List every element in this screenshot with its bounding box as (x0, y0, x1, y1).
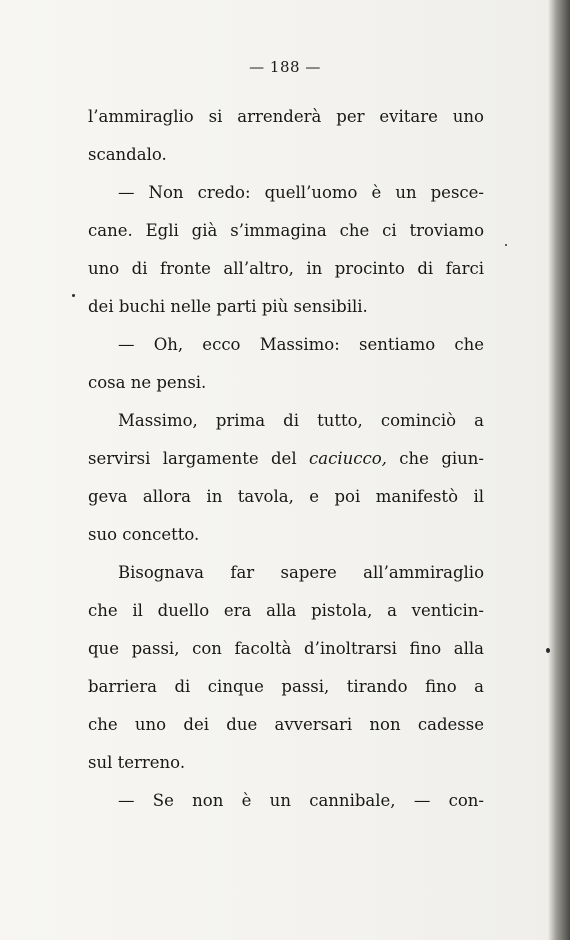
text-line: Massimo, prima di tutto, cominciò a (118, 411, 484, 430)
text-line: — Non credo: quell’uomo è un pesce- (118, 183, 484, 202)
text-line: dei buchi nelle parti più sensibili. (88, 297, 368, 316)
text-line: — Oh, ecco Massimo: sentiamo che (118, 335, 484, 354)
text-line: que passi, con facoltà d’inoltrarsi fino alla (88, 639, 484, 658)
ink-speck (72, 294, 75, 297)
text-segment: servirsi largamente del (88, 449, 309, 468)
page-number: — 188 — (249, 58, 321, 76)
body-text (88, 98, 484, 820)
ink-speck (546, 648, 550, 653)
text-line: geva allora in tavola, e poi manifestò il (88, 487, 484, 506)
text-line: barriera di cinque passi, tirando fino a (88, 677, 484, 696)
text-line: Bisognava far sapere all’ammiraglio (118, 563, 484, 582)
text-line: cosa ne pensi. (88, 373, 207, 392)
text-line (88, 440, 484, 478)
italic-word: caciucco, (309, 449, 387, 468)
text-line: l’ammiraglio si arrenderà per evitare uno (88, 107, 484, 126)
ink-speck (505, 244, 507, 246)
text-line: che il duello era alla pistola, a venticin- (88, 601, 484, 620)
text-segment: che giun- (386, 449, 484, 468)
text-line: cane. Egli già s’immagina che ci troviamo (88, 221, 484, 240)
text-line: — Se non è un cannibale, — con- (118, 791, 484, 810)
text-line: suo concetto. (88, 525, 200, 544)
text-line: che uno dei due avversari non cadesse (88, 715, 484, 734)
book-gutter-shadow (548, 0, 570, 940)
text-line: uno di fronte all’altro, in procinto di farci (88, 259, 484, 278)
text-line: scandalo. (88, 145, 167, 164)
text-line: sul terreno. (88, 753, 186, 772)
